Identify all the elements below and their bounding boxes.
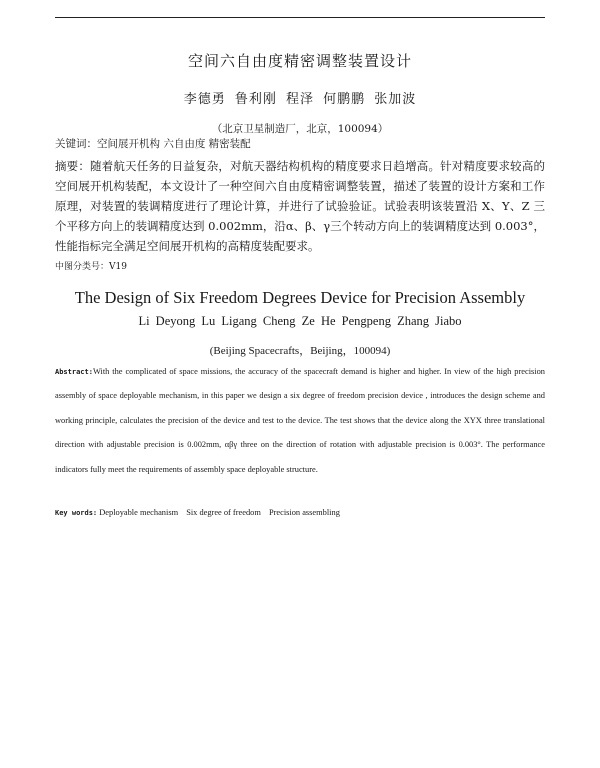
chinese-keywords-text: 空间展开机构 六自由度 精密装配 [97,138,251,150]
english-keywords [55,508,545,517]
header-rule [55,17,545,18]
english-abstract-label: Abstract: [55,368,93,376]
chinese-keywords [55,136,545,152]
chinese-abstract-text: 随着航天任务的日益复杂，对航天器结构机构的精度要求日趋增高。针对精度要求较高的空间展开机构装配，本文设计了一种空间六自由度精密调整装置，描述了装置的设计方案和工作原理，对装置的装调精度进行了理论计算，并进行了试验验证。试验表明该装置沿 X、Y、Z 三个平移方向上的装调精度达到 0.002mm，沿α、β、γ三个转动方向上的装调精度达到 0.003°，性能指标完全满足空间展开机构的高精度装配要求。 [55,159,545,253]
english-keyword: Deployable mechanism [99,508,179,517]
english-authors: Li Deyong Lu Ligang Cheng Ze He Pengpeng Zhang Jiabo [138,314,462,328]
chinese-title: 空间六自由度精密调整装置设计 [187,52,412,70]
english-keywords-label: Key words: [55,509,98,517]
chinese-affiliation: （北京卫星制造厂，北京，100094） [211,123,389,135]
chinese-abstract [55,156,545,256]
chinese-authors: 李德勇 鲁利刚 程泽 何鹏鹏 张加波 [183,92,417,107]
english-abstract [55,360,545,482]
chinese-keywords-label: 关键词： [55,138,97,150]
english-affiliation: (Beijing Spacecrafts，Beijing，100094) [209,345,391,357]
english-keyword: Precision assembling [268,508,340,517]
chinese-classification: 中图分类号：V19 [55,262,127,272]
english-title: The Design of Six Freedom Degrees Device for Precision Assembly [74,288,526,307]
chinese-abstract-label: 摘要： [55,159,91,173]
english-abstract-text: With the complicated of space missions, the accuracy of the spacecraft demand is higher and higher. In view of the high precision assembly of space deployable mechanism, in this paper we design a six degree of freedom precision device , introduces the design scheme and working principle, calculates the precision of the device and test to the device. The test shows that the device along the XYX three translational direction with adjustable precision is 0.002mm, αβγ three on the direction of rotation with adjustable precision is 0.003°. The performance indicators fully meet the requirements of assembly space deployable structure. [55,367,545,474]
english-keyword: Six degree of freedom [186,508,261,517]
